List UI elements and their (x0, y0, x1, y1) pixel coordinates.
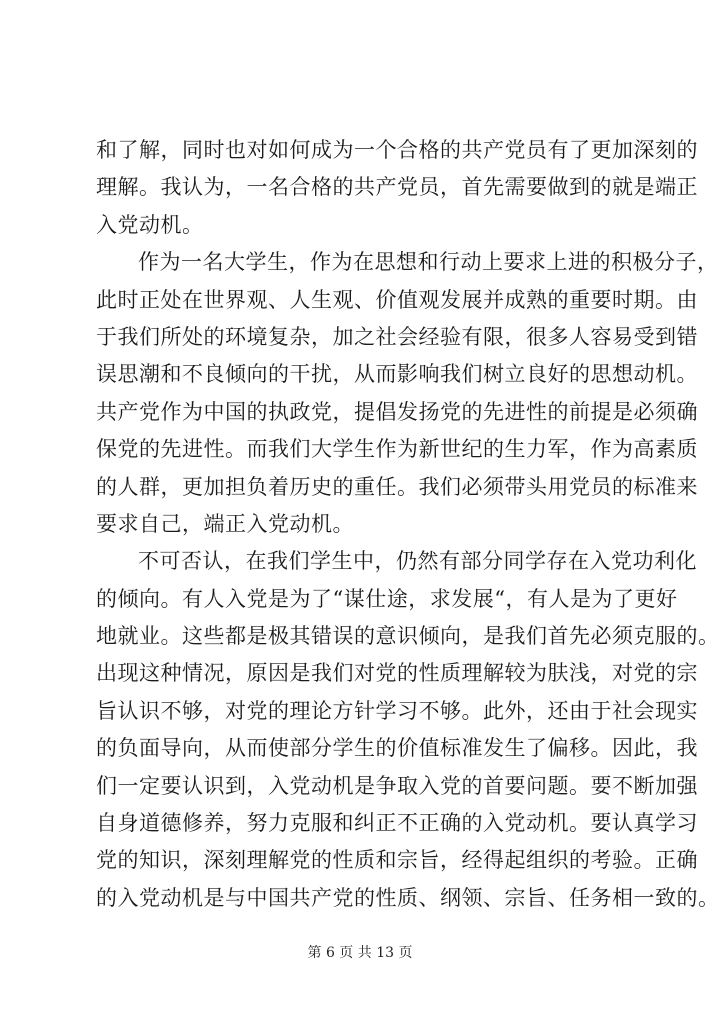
page-footer: 第 6 页 共 13 页 (307, 945, 413, 961)
text-line: 的人群，更加担负着历史的重任。我们必须带头用党员的标准来 (96, 474, 698, 499)
text-line: 此时正处在世界观、人生观、价值观发展并成熟的重要时期。由 (96, 287, 698, 312)
text-line: 入党动机。 (96, 212, 204, 237)
text-line: 和了解，同时也对如何成为一个合格的共产党员有了更加深刻的 (96, 138, 698, 162)
text-line: 于我们所处的环境复杂，加之社会经验有限，很多人容易受到错 (96, 324, 698, 349)
text-line: 的负面导向，从而使部分学生的价值标准发生了偏移。因此，我 (96, 736, 698, 761)
paragraph-start-line: 不可否认，在我们学生中，仍然有部分同学存在入党功利化 (138, 549, 697, 574)
text-line: 出现这种情况，原因是我们对党的性质理解较为肤浅，对党的宗 (96, 661, 698, 686)
text-line: 保党的先进性。而我们大学生作为新世纪的生力军，作为高素质 (96, 437, 698, 462)
text-line: 党的知识，深刻理解党的性质和宗旨，经得起组织的考验。正确 (96, 848, 698, 873)
text-line: 们一定要认识到，入党动机是争取入党的首要问题。要不断加强 (96, 773, 698, 798)
text-line: 自身道德修养，努力克服和纠正不正确的入党动机。要认真学习 (96, 811, 698, 836)
paragraph-start-line: 作为一名大学生，作为在思想和行动上要求上进的积极分子， (138, 250, 719, 275)
text-line: 理解。我认为，一名合格的共产党员，首先需要做到的就是端正 (96, 175, 698, 200)
text-line: 旨认识不够，对党的理论方针学习不够。此外，还由于社会现实 (96, 698, 698, 723)
text-line: 共产党作为中国的执政党，提倡发扬党的先进性的前提是必须确 (96, 399, 698, 424)
text-line: 的入党动机是与中国共产党的性质、纲领、宗旨、任务相一致的。 (96, 885, 720, 910)
body-text (96, 132, 720, 917)
text-line: 地就业。这些都是极其错误的意识倾向，是我们首先必须克服的。 (96, 624, 720, 649)
text-line: 误思潮和不良倾向的干扰，从而影响我们树立良好的思想动机。 (96, 362, 698, 387)
text-line: 要求自己，端正入党动机。 (96, 511, 354, 536)
text-line: 的倾向。有人入党是为了“谋仕途，求发展“，有人是为了更好 (96, 586, 678, 611)
